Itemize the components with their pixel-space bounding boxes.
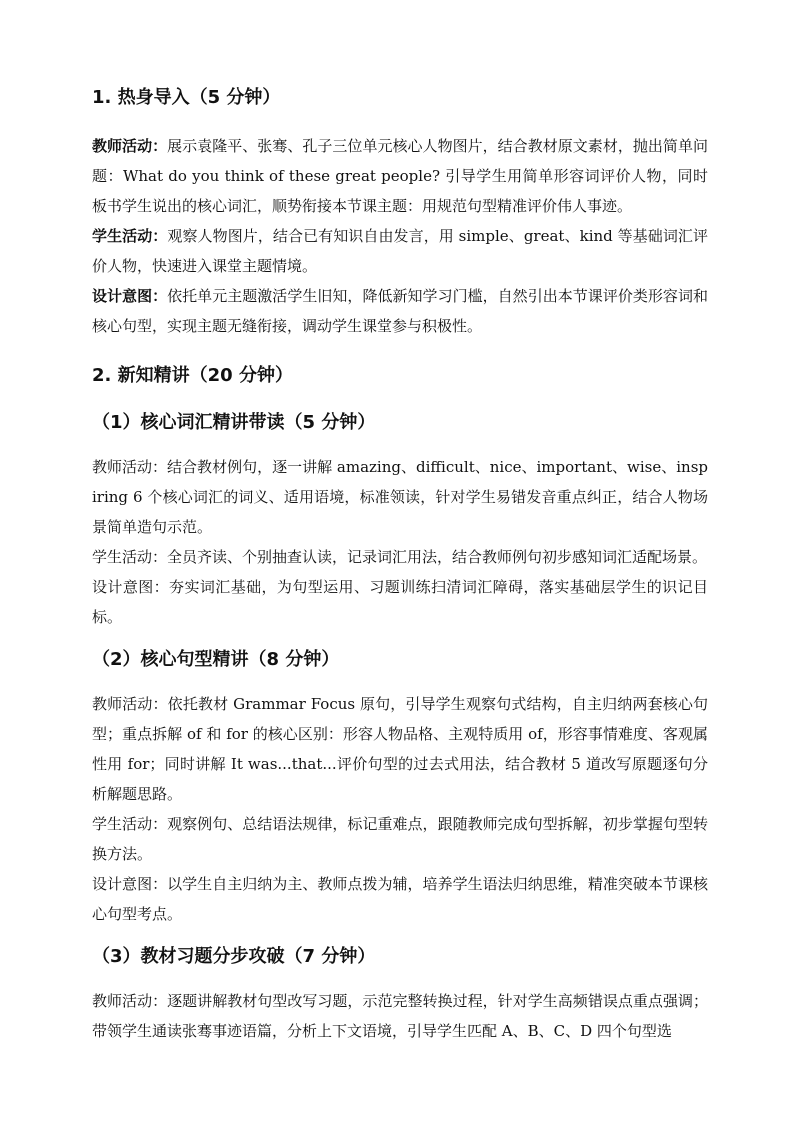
section-1-title: 1. 热身导入（5 分钟） xyxy=(92,87,281,108)
subsection-1-student-activity: 学生活动：全员齐读、个别抽查认读，记录词汇用法，结合教师例句初步感知词汇适配场景。 xyxy=(92,548,708,566)
subsection-2-teacher-activity: 教师活动：依托教材 Grammar Focus 原句，引导学生观察句式结构，自主归纳两套核心句型；重点拆解 of 和 for 的核心区别：形容人物品格、主观特质用 of，形容事情难度、客观属性用 for；同时讲解 It was...that...评价句型的过去式用法，结合教材 5 道改写原题逐句分析解题思路。 xyxy=(92,695,708,803)
design-intent-text: 依托单元主题激活学生旧知，降低新知学习门槛，自然引出本节课评价类形容词和核心句型，实现主题无缝衔接，调动学生课堂参与积极性。 xyxy=(92,287,708,335)
subsection-3-title: （3）教材习题分步攻破（7 分钟） xyxy=(92,946,376,967)
subsection-2-student-activity: 学生活动：观察例句、总结语法规律，标记重难点，跟随教师完成句型拆解，初步掌握句型转换方法。 xyxy=(92,815,708,863)
student-activity-text: 观察人物图片，结合已有知识自由发言，用 simple、great、kind 等基础词汇评价人物，快速进入课堂主题情境。 xyxy=(92,227,708,275)
section-1-teacher-activity xyxy=(92,131,708,221)
section-1-student-activity xyxy=(92,221,708,281)
design-intent-label: 设计意图： xyxy=(92,287,168,305)
section-1-design-intent xyxy=(92,281,708,341)
teacher-activity-label: 教师活动： xyxy=(92,137,168,155)
teacher-activity-text: 展示袁隆平、张骞、孔子三位单元核心人物图片，结合教材原文素材，抛出简单问题：What do you think of these great people? 引导学生用简单形容词评价人物，同时板书学生说出的核心词汇，顺势衔接本节课主题：用规范句型精准评价伟人事迹。 xyxy=(92,137,708,215)
subsection-1-teacher-activity: 教师活动：结合教材例句，逐一讲解 amazing、difficult、nice、important、wise、inspiring 6 个核心词汇的词义、适用语境，标准领读，针对学生易错发音重点纠正，结合人物场景简单造句示范。 xyxy=(92,458,708,536)
subsection-2-title: （2）核心句型精讲（8 分钟） xyxy=(92,649,340,670)
student-activity-label: 学生活动： xyxy=(92,227,168,245)
section-2-title: 2. 新知精讲（20 分钟） xyxy=(92,365,293,386)
subsection-2-design-intent: 设计意图：以学生自主归纳为主、教师点拨为辅，培养学生语法归纳思维，精准突破本节课核心句型考点。 xyxy=(92,875,708,923)
subsection-1-title: （1）核心词汇精讲带读（5 分钟） xyxy=(92,412,376,433)
subsection-1-design-intent: 设计意图：夯实词汇基础，为句型运用、习题训练扫清词汇障碍，落实基础层学生的识记目标。 xyxy=(92,578,708,626)
subsection-3-teacher-activity: 教师活动：逐题讲解教材句型改写习题，示范完整转换过程，针对学生高频错误点重点强调；带领学生通读张骞事迹语篇，分析上下文语境，引导学生匹配 A、B、C、D 四个句型选 xyxy=(92,992,708,1040)
